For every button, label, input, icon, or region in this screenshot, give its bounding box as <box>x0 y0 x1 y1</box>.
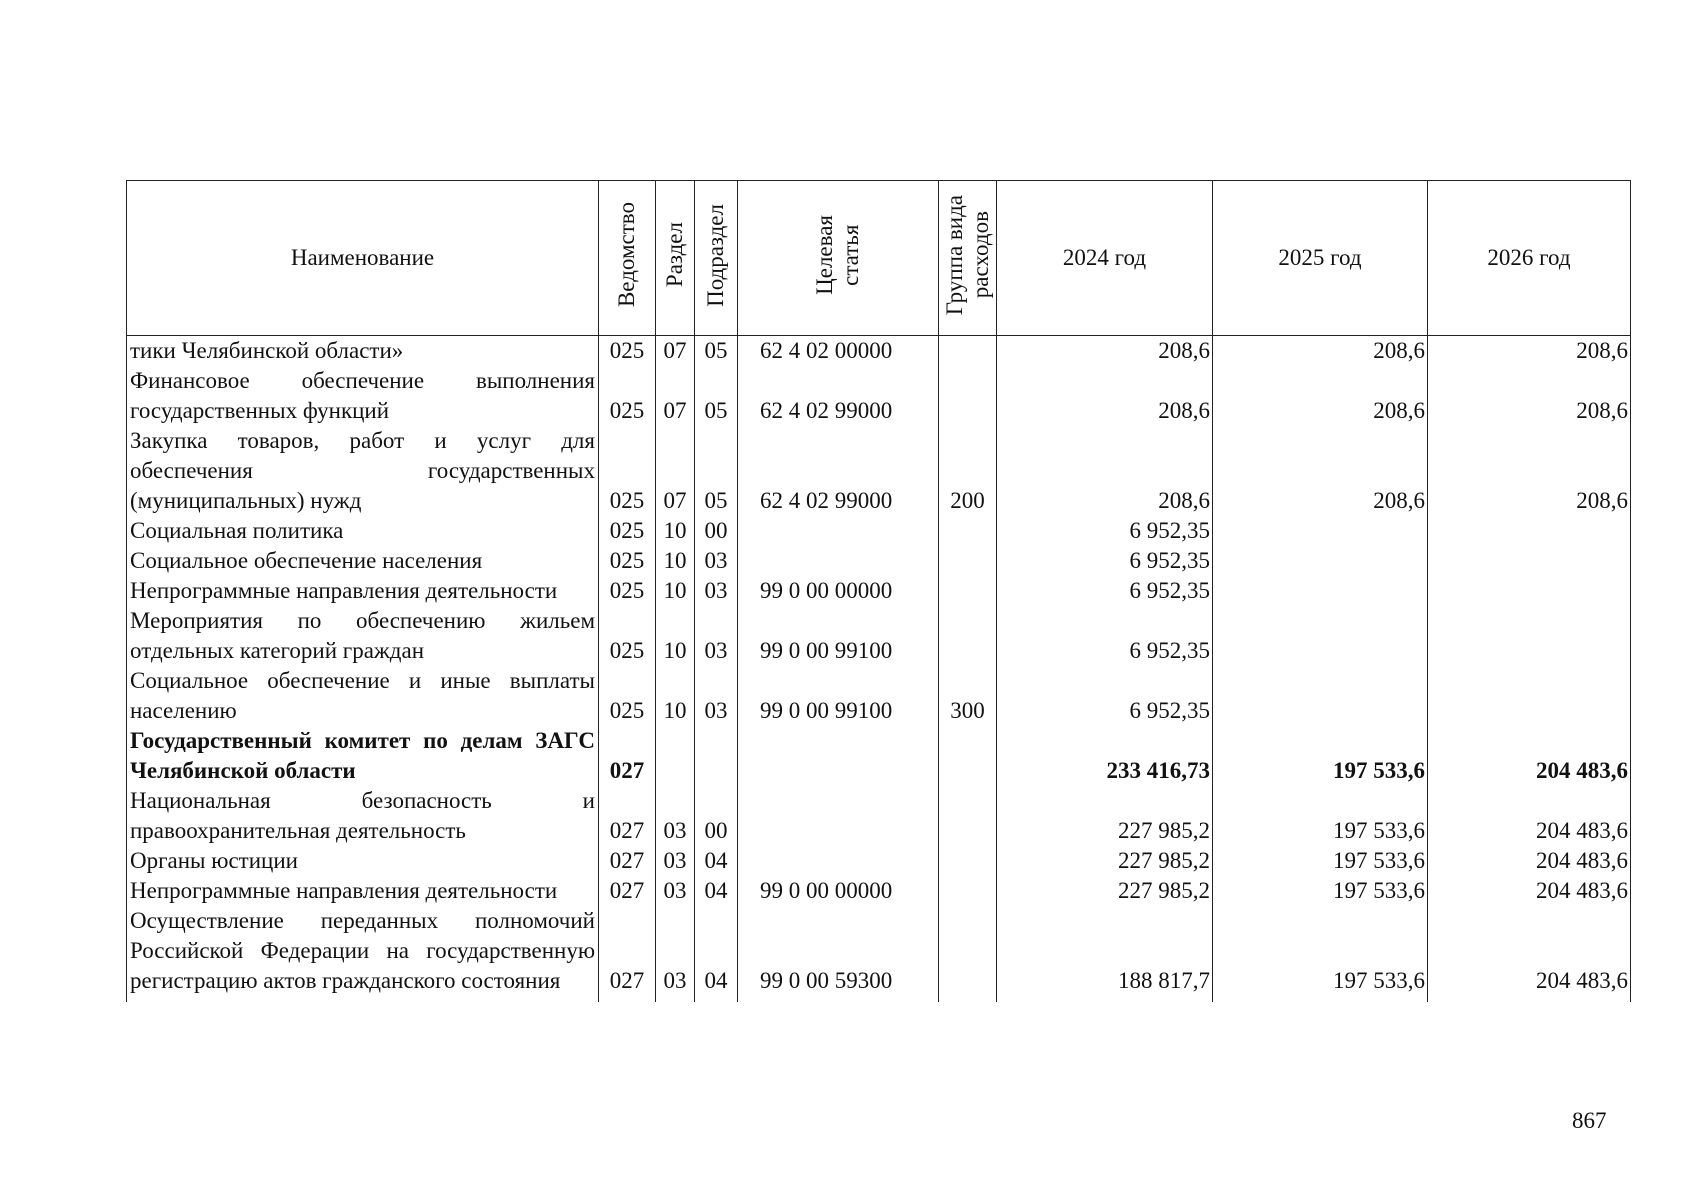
header-expense-group: Группа вида расходов <box>939 181 997 336</box>
cell-y2024: 208,6 <box>997 426 1213 516</box>
cell-y2026: 204 483,6 <box>1428 876 1631 906</box>
cell-subsection: 05 <box>695 366 738 426</box>
cell-subsection: 04 <box>695 906 738 1002</box>
cell-target <box>738 516 939 546</box>
cell-y2026: 204 483,6 <box>1428 726 1631 786</box>
cell-target: 99 0 00 59300 <box>738 906 939 1002</box>
cell-section: 03 <box>656 906 695 1002</box>
cell-name: Государственный комитет по делам ЗАГС Челябинской области <box>127 726 599 786</box>
cell-y2024: 227 985,2 <box>997 786 1213 846</box>
cell-y2025: 208,6 <box>1213 366 1428 426</box>
cell-section: 10 <box>656 666 695 726</box>
cell-name: тики Челябинской области» <box>127 336 599 367</box>
cell-target: 62 4 02 99000 <box>738 426 939 516</box>
cell-y2025 <box>1213 666 1428 726</box>
cell-subsection <box>695 726 738 786</box>
budget-table <box>126 180 1631 1002</box>
cell-target <box>738 846 939 876</box>
cell-subsection: 03 <box>695 546 738 576</box>
header-dept: Ведомство <box>599 181 656 336</box>
cell-subsection: 04 <box>695 846 738 876</box>
cell-y2024: 6 952,35 <box>997 666 1213 726</box>
cell-target: 99 0 00 99100 <box>738 666 939 726</box>
cell-dept: 027 <box>599 786 656 846</box>
cell-dept: 025 <box>599 336 656 367</box>
cell-target: 99 0 00 99100 <box>738 606 939 666</box>
table-row <box>127 906 1631 1002</box>
header-2024: 2024 год <box>997 181 1213 336</box>
cell-y2026 <box>1428 576 1631 606</box>
table-row <box>127 336 1631 367</box>
table-row <box>127 546 1631 576</box>
cell-y2024: 6 952,35 <box>997 606 1213 666</box>
cell-y2026: 208,6 <box>1428 366 1631 426</box>
cell-name: Осуществление переданных полномочий Российской Федерации на государственную регистрацию актов гражданского состояния <box>127 906 599 1002</box>
cell-group <box>939 336 997 367</box>
cell-dept: 025 <box>599 426 656 516</box>
cell-y2026: 208,6 <box>1428 426 1631 516</box>
cell-group <box>939 576 997 606</box>
cell-name: Органы юстиции <box>127 846 599 876</box>
table-row <box>127 726 1631 786</box>
cell-dept: 025 <box>599 666 656 726</box>
cell-y2026: 204 483,6 <box>1428 846 1631 876</box>
cell-y2025 <box>1213 576 1428 606</box>
cell-y2024: 208,6 <box>997 336 1213 367</box>
cell-dept: 025 <box>599 366 656 426</box>
table-row <box>127 786 1631 846</box>
cell-group <box>939 906 997 1002</box>
cell-group <box>939 876 997 906</box>
table-row <box>127 426 1631 516</box>
cell-target <box>738 726 939 786</box>
cell-section: 10 <box>656 516 695 546</box>
cell-subsection: 04 <box>695 876 738 906</box>
cell-section: 07 <box>656 336 695 367</box>
cell-section: 10 <box>656 576 695 606</box>
cell-subsection: 00 <box>695 786 738 846</box>
cell-y2025: 197 533,6 <box>1213 876 1428 906</box>
cell-subsection: 03 <box>695 576 738 606</box>
cell-dept: 025 <box>599 546 656 576</box>
table-row <box>127 576 1631 606</box>
cell-dept: 025 <box>599 576 656 606</box>
cell-dept: 027 <box>599 846 656 876</box>
cell-name: Национальная безопасность и правоохранительная деятельность <box>127 786 599 846</box>
cell-y2025 <box>1213 606 1428 666</box>
cell-target: 99 0 00 00000 <box>738 576 939 606</box>
cell-section: 03 <box>656 786 695 846</box>
cell-section: 10 <box>656 606 695 666</box>
cell-name: Социальное обеспечение и иные выплаты населению <box>127 666 599 726</box>
cell-target <box>738 546 939 576</box>
cell-subsection: 03 <box>695 606 738 666</box>
cell-section: 03 <box>656 876 695 906</box>
cell-group: 300 <box>939 666 997 726</box>
cell-section: 03 <box>656 846 695 876</box>
cell-y2025: 197 533,6 <box>1213 846 1428 876</box>
header-section: Раздел <box>656 181 695 336</box>
cell-section: 10 <box>656 546 695 576</box>
cell-group <box>939 786 997 846</box>
cell-group <box>939 846 997 876</box>
cell-y2024: 6 952,35 <box>997 516 1213 546</box>
header-name: Наименование <box>127 181 599 336</box>
cell-subsection: 05 <box>695 336 738 367</box>
table-row <box>127 606 1631 666</box>
cell-y2024: 6 952,35 <box>997 546 1213 576</box>
cell-y2025: 197 533,6 <box>1213 906 1428 1002</box>
table-row <box>127 366 1631 426</box>
cell-subsection: 05 <box>695 426 738 516</box>
cell-name: Социальное обеспечение населения <box>127 546 599 576</box>
cell-subsection: 00 <box>695 516 738 546</box>
cell-section: 07 <box>656 366 695 426</box>
cell-name: Социальная политика <box>127 516 599 546</box>
cell-y2026 <box>1428 606 1631 666</box>
cell-y2024: 6 952,35 <box>997 576 1213 606</box>
cell-y2024: 233 416,73 <box>997 726 1213 786</box>
cell-target: 62 4 02 99000 <box>738 366 939 426</box>
cell-y2026: 204 483,6 <box>1428 906 1631 1002</box>
cell-y2024: 227 985,2 <box>997 876 1213 906</box>
cell-name: Непрограммные направления деятельности <box>127 876 599 906</box>
cell-y2025: 208,6 <box>1213 336 1428 367</box>
cell-group <box>939 726 997 786</box>
page-number: 867 <box>1572 1108 1607 1133</box>
cell-y2026: 204 483,6 <box>1428 786 1631 846</box>
cell-section: 07 <box>656 426 695 516</box>
cell-dept: 025 <box>599 606 656 666</box>
table-header-row <box>127 181 1631 336</box>
cell-name: Финансовое обеспечение выполнения государственных функций <box>127 366 599 426</box>
header-subsection: Подраздел <box>695 181 738 336</box>
cell-group <box>939 366 997 426</box>
cell-y2026: 208,6 <box>1428 336 1631 367</box>
cell-target <box>738 786 939 846</box>
cell-group <box>939 606 997 666</box>
cell-name: Закупка товаров, работ и услуг для обеспечения государственных (муниципальных) нужд <box>127 426 599 516</box>
cell-y2026 <box>1428 516 1631 546</box>
table-row <box>127 876 1631 906</box>
table-body <box>127 336 1631 1003</box>
cell-target: 99 0 00 00000 <box>738 876 939 906</box>
cell-group <box>939 546 997 576</box>
cell-group: 200 <box>939 426 997 516</box>
cell-y2025: 197 533,6 <box>1213 726 1428 786</box>
cell-target: 62 4 02 00000 <box>738 336 939 367</box>
header-2025: 2025 год <box>1213 181 1428 336</box>
cell-y2025: 197 533,6 <box>1213 786 1428 846</box>
cell-subsection: 03 <box>695 666 738 726</box>
cell-y2024: 227 985,2 <box>997 846 1213 876</box>
cell-group <box>939 516 997 546</box>
cell-name: Непрограммные направления деятельности <box>127 576 599 606</box>
header-target-article: Целевая статья <box>738 181 939 336</box>
table-row <box>127 846 1631 876</box>
cell-y2025 <box>1213 516 1428 546</box>
table-row <box>127 516 1631 546</box>
cell-dept: 027 <box>599 876 656 906</box>
cell-dept: 025 <box>599 516 656 546</box>
header-2026: 2026 год <box>1428 181 1631 336</box>
cell-dept: 027 <box>599 726 656 786</box>
cell-y2024: 208,6 <box>997 366 1213 426</box>
cell-y2025 <box>1213 546 1428 576</box>
cell-y2026 <box>1428 666 1631 726</box>
cell-name: Мероприятия по обеспечению жильем отдельных категорий граждан <box>127 606 599 666</box>
table-row <box>127 666 1631 726</box>
cell-y2025: 208,6 <box>1213 426 1428 516</box>
cell-dept: 027 <box>599 906 656 1002</box>
cell-y2026 <box>1428 546 1631 576</box>
cell-y2024: 188 817,7 <box>997 906 1213 1002</box>
cell-section <box>656 726 695 786</box>
